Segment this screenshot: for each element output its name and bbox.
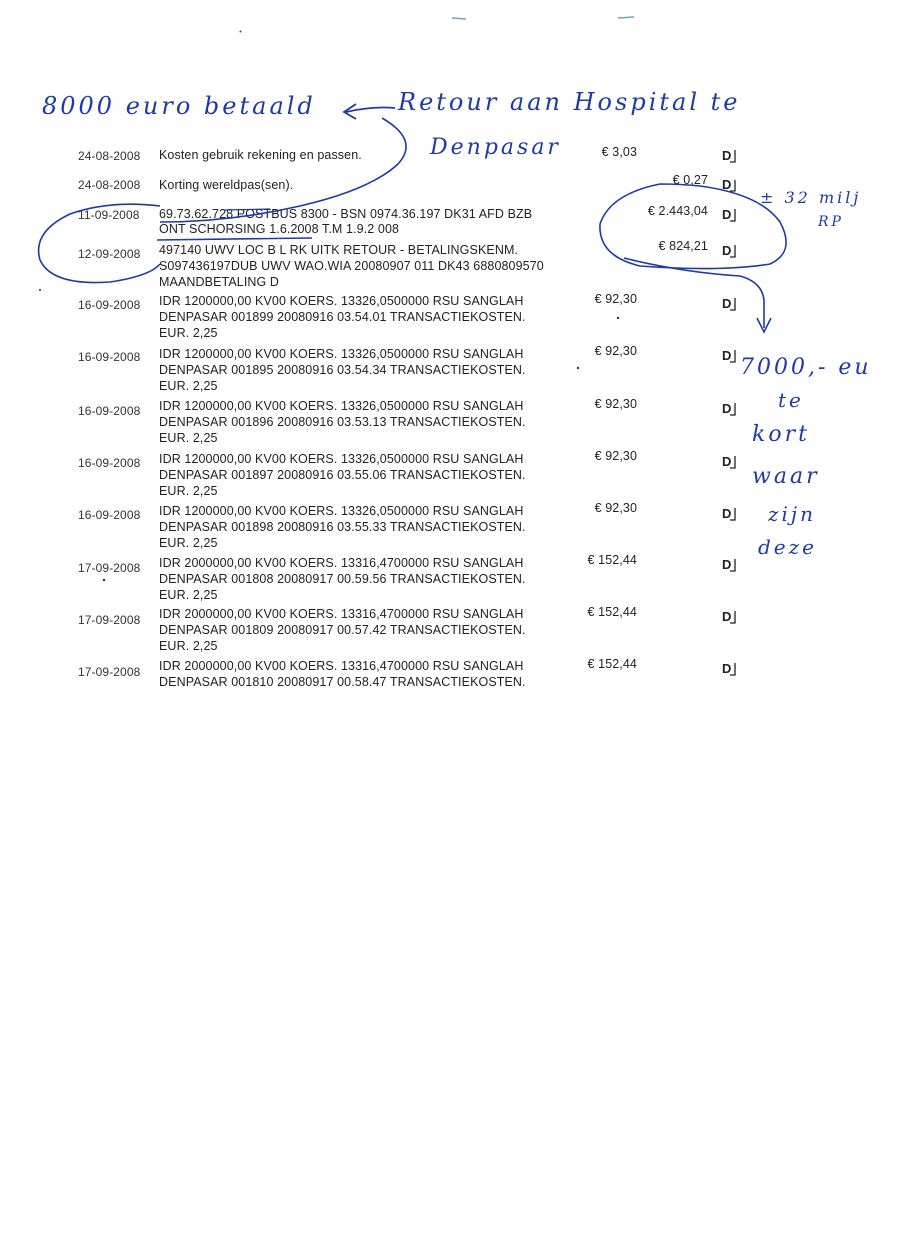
down-arrow bbox=[624, 258, 764, 328]
transaction-date: 16-09-2008 bbox=[78, 404, 141, 418]
transaction-description: IDR 2000000,00 KV00 KOERS. 13316,4700000 RSU SANGLAH bbox=[159, 607, 524, 621]
annotation-question-4: waar bbox=[752, 464, 820, 489]
debit-credit-code: D bbox=[722, 177, 732, 192]
debit-credit-code: D bbox=[722, 148, 732, 163]
transaction-description: IDR 1200000,00 KV00 KOERS. 13326,0500000 RSU SANGLAH bbox=[159, 294, 524, 308]
transaction-description: IDR 1200000,00 KV00 KOERS. 13326,0500000 RSU SANGLAH bbox=[159, 347, 524, 361]
transaction-description: EUR. 2,25 bbox=[159, 379, 218, 393]
transaction-date: 17-09-2008 bbox=[78, 561, 141, 575]
annotation-question-6: deze bbox=[758, 535, 818, 559]
transaction-description: 497140 UWV LOC B L RK UITK RETOUR - BETALINGSKENM. bbox=[159, 243, 519, 257]
transaction-date: 16-09-2008 bbox=[78, 508, 141, 522]
transaction-description: IDR 2000000,00 KV00 KOERS. 13316,4700000 RSU SANGLAH bbox=[159, 556, 524, 570]
transaction-amount: € 3,03 bbox=[601, 145, 637, 159]
scan-speck bbox=[240, 31, 241, 32]
annotation-question-1: 7000,- eu bbox=[740, 355, 872, 380]
transaction-description: DENPASAR 001810 20080917 00.58.47 TRANSACTIEKOSTEN. bbox=[159, 675, 526, 689]
transaction-date: 16-09-2008 bbox=[78, 350, 141, 364]
transaction-date: 17-09-2008 bbox=[78, 665, 141, 679]
transaction-date: 16-09-2008 bbox=[78, 298, 141, 312]
transaction-amount: € 152,44 bbox=[587, 605, 637, 619]
transaction-description: IDR 2000000,00 KV00 KOERS. 13316,4700000 RSU SANGLAH bbox=[159, 659, 524, 673]
transaction-amount: € 92,30 bbox=[594, 344, 637, 358]
annotation-refund-line2: Denpasar bbox=[430, 135, 561, 160]
scan-speck bbox=[618, 17, 634, 18]
transaction-description: S097436197DUB UWV WAO.WIA 20080907 011 DK43 6880809570 bbox=[159, 259, 544, 273]
transaction-description: IDR 1200000,00 KV00 KOERS. 13326,0500000 RSU SANGLAH bbox=[159, 452, 524, 466]
transaction-date: 12-09-2008 bbox=[78, 247, 141, 261]
annotation-question-2: te bbox=[778, 388, 804, 412]
annotation-plus-amount: ± 32 milj bbox=[760, 188, 862, 207]
scan-speck bbox=[617, 317, 619, 319]
transaction-description: DENPASAR 001896 20080916 03.53.13 TRANSACTIEKOSTEN. bbox=[159, 415, 526, 429]
transaction-description: Korting wereldpas(sen). bbox=[159, 178, 294, 192]
transaction-description: IDR 1200000,00 KV00 KOERS. 13326,0500000 RSU SANGLAH bbox=[159, 399, 524, 413]
annotation-refund-line1: Retour aan Hospital te bbox=[398, 88, 741, 116]
transaction-date: 11-09-2008 bbox=[78, 208, 140, 222]
transaction-description: DENPASAR 001809 20080917 00.57.42 TRANSACTIEKOSTEN. bbox=[159, 623, 526, 637]
scan-speck bbox=[577, 367, 579, 369]
transaction-amount: € 152,44 bbox=[587, 657, 637, 671]
arrow-to-paid bbox=[346, 108, 395, 113]
scan-speck bbox=[39, 289, 41, 291]
underline bbox=[157, 238, 312, 240]
debit-credit-code: D bbox=[722, 454, 732, 469]
debit-credit-code: D bbox=[722, 296, 732, 311]
debit-credit-code: D bbox=[722, 348, 732, 363]
arrow-head bbox=[344, 104, 356, 119]
transaction-amount: € 0,27 bbox=[672, 173, 708, 187]
transaction-description: DENPASAR 001899 20080916 03.54.01 TRANSACTIEKOSTEN. bbox=[159, 310, 526, 324]
debit-credit-code: D bbox=[722, 661, 732, 676]
transaction-description: EUR. 2,25 bbox=[159, 536, 218, 550]
transaction-description: EUR. 2,25 bbox=[159, 588, 218, 602]
transaction-amount: € 92,30 bbox=[594, 501, 637, 515]
transaction-description: 69.73.62.728 POSTBUS 8300 - BSN 0974.36.197 DK31 AFD BZB bbox=[159, 207, 533, 221]
arrow-head bbox=[757, 318, 771, 332]
transaction-description: EUR. 2,25 bbox=[159, 431, 218, 445]
debit-credit-code: D bbox=[722, 609, 732, 624]
transaction-description: EUR. 2,25 bbox=[159, 639, 218, 653]
transaction-description: Kosten gebruik rekening en passen. bbox=[159, 148, 362, 162]
transaction-amount: € 92,30 bbox=[594, 292, 637, 306]
transaction-amount: € 152,44 bbox=[587, 553, 637, 567]
transaction-description: EUR. 2,25 bbox=[159, 326, 218, 340]
transaction-description: DENPASAR 001898 20080916 03.55.33 TRANSACTIEKOSTEN. bbox=[159, 520, 526, 534]
transaction-amount: € 92,30 bbox=[594, 397, 637, 411]
transaction-description: DENPASAR 001808 20080917 00.59.56 TRANSACTIEKOSTEN. bbox=[159, 572, 526, 586]
amount-oval bbox=[600, 184, 786, 269]
transaction-description: IDR 1200000,00 KV00 KOERS. 13326,0500000 RSU SANGLAH bbox=[159, 504, 524, 518]
transaction-date: 24-08-2008 bbox=[78, 149, 141, 163]
annotation-paid: 8000 euro betaald bbox=[42, 92, 316, 120]
transaction-amount: € 2.443,04 bbox=[647, 204, 708, 218]
debit-credit-code: D bbox=[722, 207, 732, 222]
transaction-date: 16-09-2008 bbox=[78, 456, 141, 470]
debit-credit-code: D bbox=[722, 401, 732, 416]
transaction-amount: € 824,21 bbox=[658, 239, 708, 253]
debit-credit-code: D bbox=[722, 557, 732, 572]
transaction-description: ONT SCHORSING 1.6.2008 T.M 1.9.2 008 bbox=[159, 222, 400, 236]
transaction-description: DENPASAR 001897 20080916 03.55.06 TRANSACTIEKOSTEN. bbox=[159, 468, 526, 482]
transaction-description: EUR. 2,25 bbox=[159, 484, 218, 498]
annotation-plus-amount-unit: RP bbox=[818, 214, 844, 230]
scan-speck bbox=[452, 18, 466, 19]
debit-credit-code: D bbox=[722, 243, 732, 258]
scan-speck bbox=[103, 579, 105, 581]
debit-credit-code: D bbox=[722, 506, 732, 521]
annotation-question-5: zijn bbox=[768, 502, 817, 526]
transaction-description: MAANDBETALING D bbox=[159, 275, 280, 289]
transaction-description: DENPASAR 001895 20080916 03.54.34 TRANSACTIEKOSTEN. bbox=[159, 363, 526, 377]
annotation-question-3: kort bbox=[752, 422, 810, 447]
transaction-date: 24-08-2008 bbox=[78, 178, 141, 192]
transaction-amount: € 92,30 bbox=[594, 449, 637, 463]
transaction-date: 17-09-2008 bbox=[78, 613, 141, 627]
